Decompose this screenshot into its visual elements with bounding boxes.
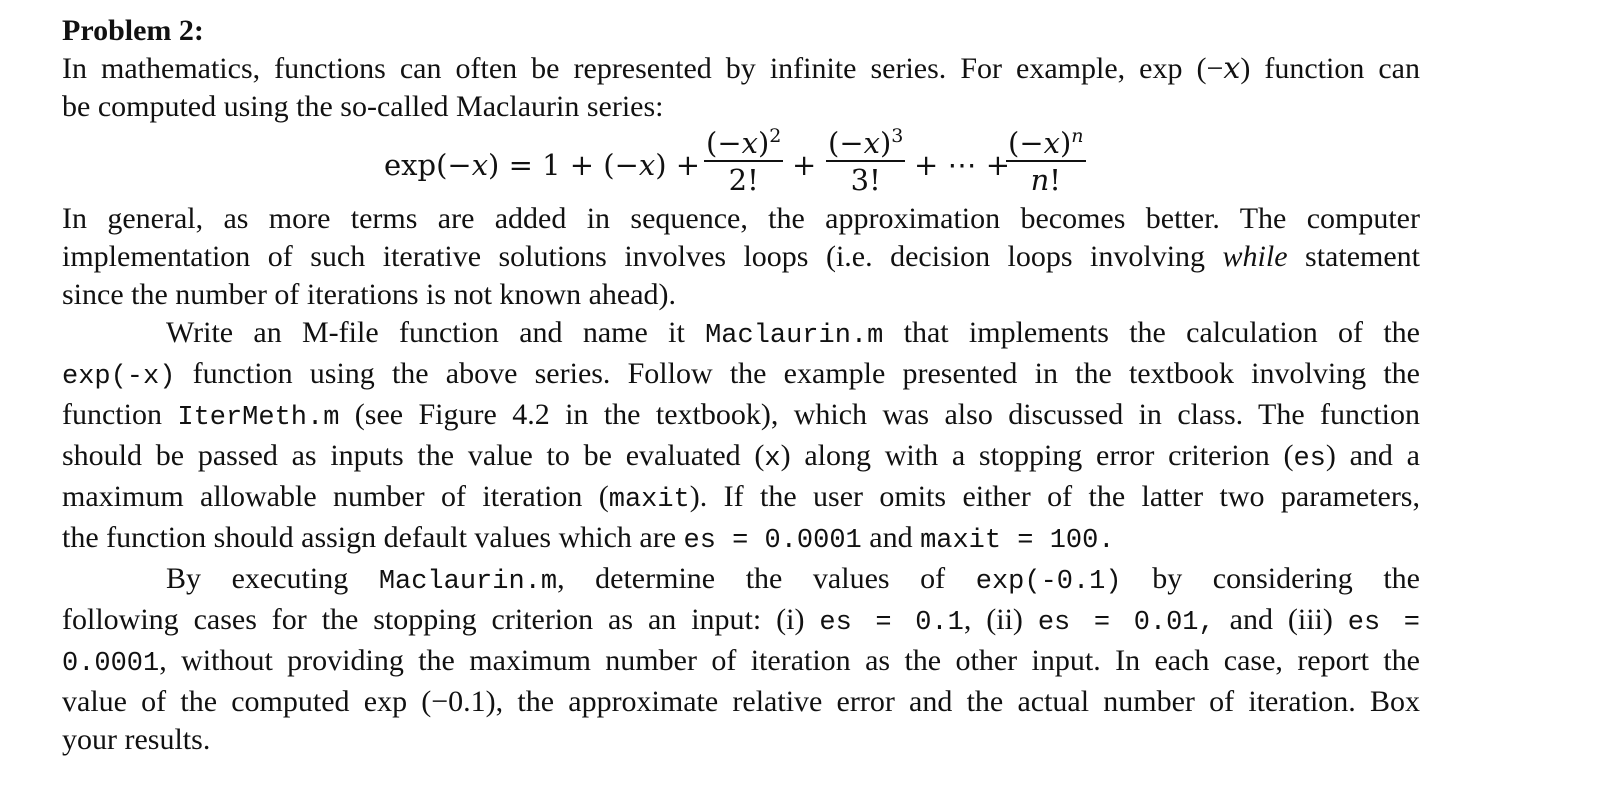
term-2-numerator: (−𝑥) (706, 126, 770, 160)
task-line-6 (62, 519, 1420, 560)
while-keyword: while (1222, 240, 1288, 273)
es-param: es (1293, 444, 1326, 474)
exec-line-3-text: , without providing the maximum number of iteration as the other input. In each case, report the (159, 644, 1420, 677)
itermeth-filename: IterMeth.m (177, 403, 340, 433)
exp-neg-point-one-code: exp(-0.1) (975, 567, 1122, 597)
task-line-1 (62, 314, 1420, 355)
exec-line-2-mid: , (ii) (963, 603, 1038, 636)
exec-line-1-end: by considering the (1121, 562, 1420, 595)
es-case-3: es = (1347, 608, 1421, 638)
task-line-5-text: maximum allowable number of iteration ( (62, 480, 609, 513)
term-3-denominator: 3! (850, 163, 881, 197)
term-n-exponent: 𝑛 (1071, 125, 1084, 147)
task-line-2-text: function using the above series. Follow the example presented in the textbook involving the (175, 357, 1420, 390)
task-line-4-text: should be passed as inputs the value to be evaluated ( (62, 439, 765, 472)
fraction-term-3 (826, 126, 905, 196)
maxit-param: maxit (608, 485, 690, 515)
exec-line-1-mid: , determine the values of (557, 562, 976, 595)
task-line-1-end: that implements the calculation of the (883, 316, 1420, 349)
exec-line-1 (62, 560, 1420, 601)
exec-line-5: your results. (62, 723, 211, 756)
fraction-term-2 (704, 126, 783, 196)
intro-line-2: be computed using the so-called Maclaurin series: (62, 90, 664, 123)
exec-line-3 (62, 642, 1420, 683)
exec-line-2-text: following cases for the stopping criterion as an input: (i) (62, 603, 820, 636)
task-line-4-end: ) and a (1325, 439, 1420, 472)
maclaurin-filename: Maclaurin.m (705, 321, 884, 351)
es-case-2: es = 0.01, (1037, 608, 1215, 638)
general-line-2-end: statement (1287, 240, 1420, 273)
general-line-2-text: implementation of such iterative solutions involves loops (i.e. decision loops involving (62, 240, 1223, 273)
general-line-3: since the number of iterations is not known ahead). (62, 278, 677, 311)
general-line-2 (62, 238, 1420, 276)
term-n-denominator: 𝑛! (1030, 163, 1061, 197)
task-line-3 (62, 396, 1420, 437)
task-line-4 (62, 437, 1420, 478)
task-line-1-text: Write an M-file function and name it (166, 316, 706, 349)
exec-line-2-mid-2: and (iii) (1214, 603, 1348, 636)
exec-line-1-text: By executing (166, 562, 379, 595)
maxit-default: maxit = 100. (920, 526, 1115, 556)
general-line-1: In general, as more terms are added in sequence, the approximation becomes better. The computer (62, 202, 1420, 235)
exec-line-2 (62, 601, 1420, 642)
equation-ellipsis: + ⋯ + (914, 148, 1011, 182)
term-3-numerator: (−𝑥) (828, 126, 892, 160)
fraction-term-n (1006, 126, 1086, 196)
intro-line-1: In mathematics, functions can often be represented by infinite series. For example, exp (−𝑥) function can (62, 52, 1420, 85)
equation-plus: + (792, 148, 817, 182)
term-3-exponent: 3 (891, 125, 904, 147)
task-line-3-end: (see Figure 4.2 in the textbook), which was also discussed in class. The function (339, 398, 1420, 431)
term-n-numerator: (−𝑥) (1008, 126, 1072, 160)
maclaurin-equation (62, 126, 1420, 200)
problem-title: Problem 2: (62, 14, 204, 47)
task-line-5-end: ). If the user omits either of the latter two parameters, (689, 480, 1420, 513)
task-line-5 (62, 478, 1420, 519)
exp-code: exp(-x) (62, 362, 176, 392)
term-2-denominator: 2! (728, 163, 759, 197)
term-2-exponent: 2 (769, 125, 782, 147)
x-param: x (764, 444, 781, 474)
task-line-6-and: and (861, 521, 921, 554)
task-line-6-text: the function should assign default values which are (62, 521, 684, 554)
es-case-1: es = 0.1 (819, 608, 964, 638)
task-line-4-mid: ) along with a stopping error criterion ( (780, 439, 1294, 472)
task-line-3-text: function (62, 398, 178, 431)
maclaurin-filename-2: Maclaurin.m (378, 567, 558, 597)
exec-line-4: value of the computed exp (−0.1), the approximate relative error and the actual number of iteration. Box (62, 685, 1420, 718)
equation-lhs: exp(−𝑥) = 1 + (−𝑥) + (384, 148, 701, 182)
task-line-2 (62, 355, 1420, 396)
es-default: es = 0.0001 (683, 526, 862, 556)
es-case-3-value: 0.0001 (62, 649, 160, 679)
problem-document (62, 12, 1420, 759)
